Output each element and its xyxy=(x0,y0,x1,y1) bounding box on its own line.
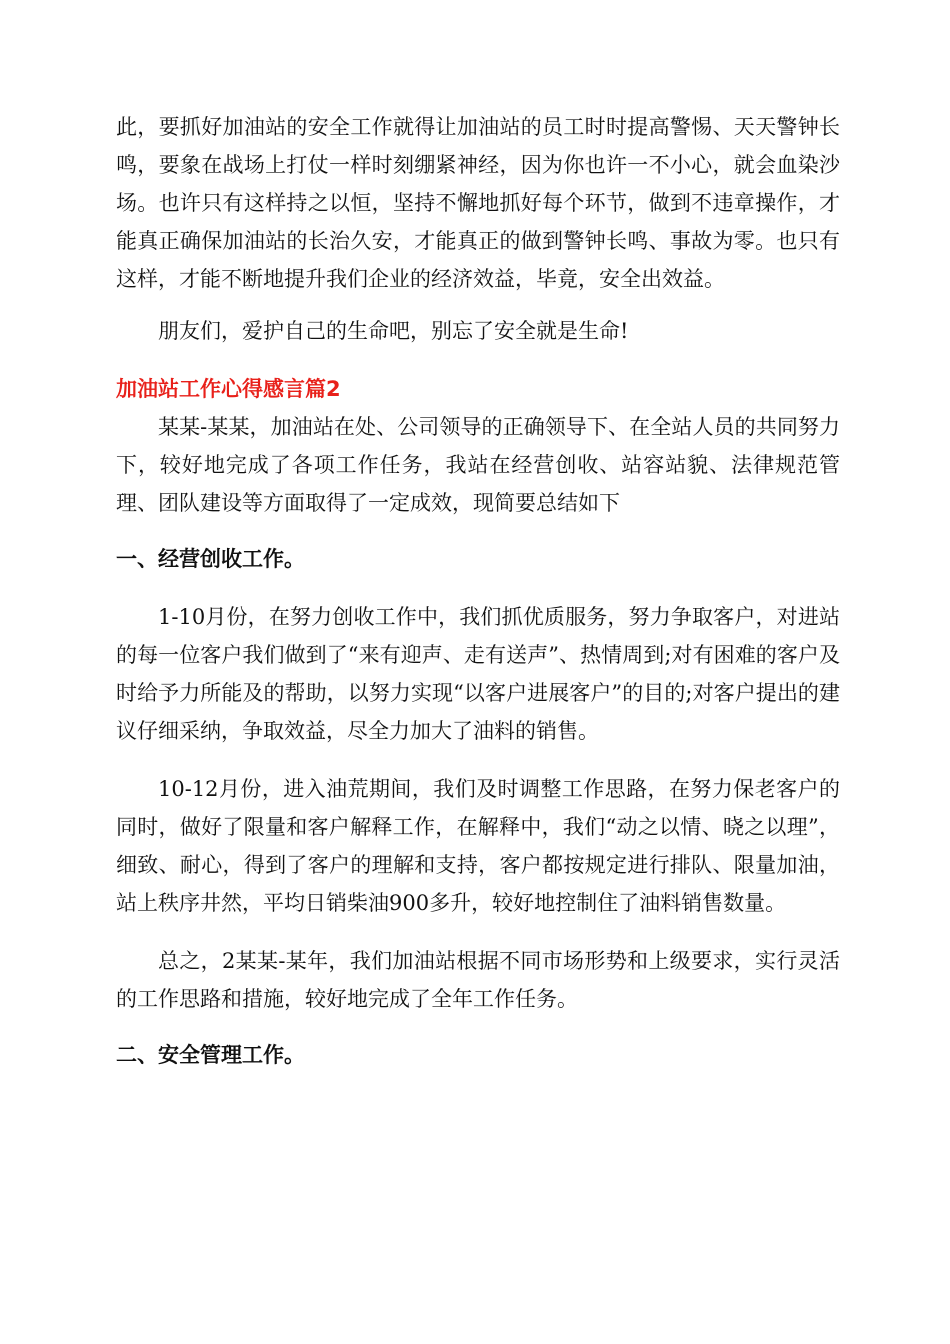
paragraph-intro-continued: 此，要抓好加油站的安全工作就得让加油站的员工时时提高警惕、天天警钟长鸣，要象在战场上打仗一样时刻绷紧神经，因为你也许一不小心，就会血染沙场。也许只有这样持之以恒，坚持不懈地抓好每个环节，做到不违章操作，才能真正确保加油站的长治久安，才能真正的做到警钟长鸣、事故为零。也只有这样，才能不断地提升我们企业的经济效益，毕竟，安全出效益。 xyxy=(116,115,840,291)
heading-safety-management: 二、安全管理工作。 xyxy=(116,1043,305,1067)
paragraph-jan-oct: 1-10月份，在努力创收工作中，我们抓优质服务，努力争取客户，对进站的每一位客户我们做到了“来有迎声、走有送声”、热情周到;对有困难的客户及时给予力所能及的帮助，以努力实现“以客户进展客户”的目的;对客户提出的建议仔细采纳，争取效益，尽全力加大了油料的销售。 xyxy=(116,605,840,743)
paragraph-conclusion: 总之，2某某-某年，我们加油站根据不同市场形势和上级要求，实行灵活的工作思路和措施，较好地完成了全年工作任务。 xyxy=(116,949,840,1011)
paragraph-summary: 某某-某某，加油站在处、公司领导的正确领导下、在全站人员的共同努力下，较好地完成了各项工作任务，我站在经营创收、站容站貌、法律规范管理、团队建设等方面取得了一定成效，现简要总结如下 xyxy=(116,415,840,515)
paragraph-oct-dec: 10-12月份，进入油荒期间，我们及时调整工作思路，在努力保老客户的同时，做好了限量和客户解释工作，在解释中，我们“动之以情、晓之以理”，细致、耐心，得到了客户的理解和支持，客户都按规定进行排队、限量加油，站上秩序井然，平均日销柴油900多升，较好地控制住了油料销售数量。 xyxy=(116,777,840,915)
section-title: 加油站工作心得感言篇2 xyxy=(116,377,341,401)
paragraph-friends: 朋友们，爱护自己的生命吧，别忘了安全就是生命! xyxy=(158,319,629,343)
heading-business-revenue: 一、经营创收工作。 xyxy=(116,547,305,571)
